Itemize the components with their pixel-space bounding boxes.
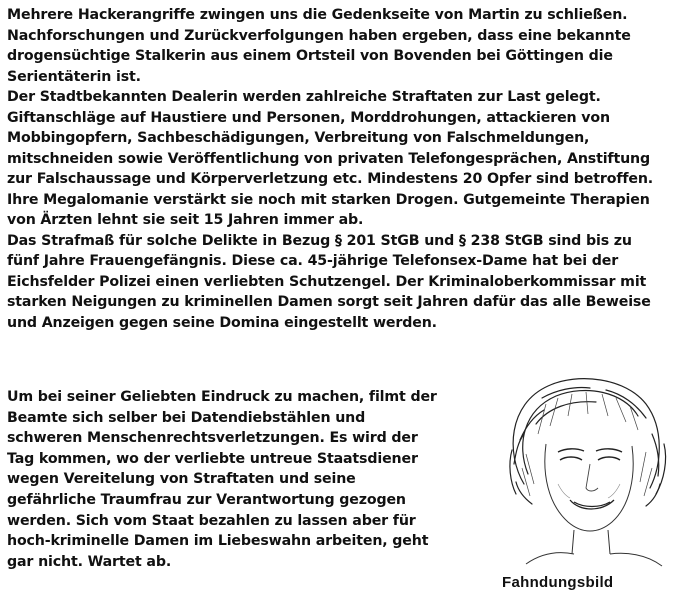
text-line: wegen Vereitelung von Straftaten und seine	[7, 471, 356, 488]
text-line: Der Stadtbekannten Dealerin werden zahlreiche Straftaten zur Last gelegt.	[7, 89, 601, 105]
text-line: fünf Jahre Frauengefängnis. Diese ca. 45-jährige Telefonsex-Dame hat bei der	[7, 253, 619, 269]
portrait-sketch	[486, 364, 686, 576]
article-lower-text	[7, 387, 477, 572]
text-line: Eichsfelder Polizei einen verliebten Schutzengel. Der Kriminaloberkommissar mit	[7, 273, 647, 290]
text-line: drogensüchtige Stalkerin aus einem Ortsteil von Bovenden bei Göttingen die	[7, 48, 613, 64]
portrait-figure	[486, 364, 686, 600]
text-line: gar nicht. Wartet ab.	[7, 553, 172, 570]
text-line: zur Falschaussage und Körperverletzung etc. Mindestens 20 Opfer sind betroffen.	[7, 171, 654, 187]
text-line: Beamte sich selber bei Datendiebstählen und	[7, 409, 366, 426]
text-line: und Anzeigen gegen seine Domina eingestellt werden.	[7, 314, 437, 331]
text-line: hoch-kriminelle Damen im Liebeswahn arbeiten, geht	[7, 533, 429, 550]
text-line: werden. Sich vom Staat bezahlen zu lassen aber für	[7, 512, 416, 529]
text-line: von Ärzten lehnt sie seit 15 Jahren immer ab.	[7, 212, 364, 228]
text-line: Tag kommen, wo der verliebte untreue Staatsdiener	[7, 450, 418, 467]
text-line: gefährliche Traumfrau zur Verantwortung gezogen	[7, 491, 406, 508]
text-line: Serientäterin ist.	[7, 68, 141, 85]
text-line: Mehrere Hackerangriffe zwingen uns die Gedenkseite von Martin zu schließen.	[7, 7, 628, 23]
text-line: Das Strafmaß für solche Delikte in Bezug § 201 StGB und § 238 StGB sind bis zu	[7, 232, 632, 249]
text-line: Giftanschläge auf Haustiere und Personen, Morddrohungen, attackieren von	[7, 109, 610, 126]
text-line: Ihre Megalomanie verstärkt sie noch mit starken Drogen. Gutgemeinte Therapien	[7, 191, 650, 208]
text-line: Mobbingopfern, Sachbeschädigungen, Verbreitung von Falschmeldungen,	[7, 130, 590, 146]
text-line: Um bei seiner Geliebten Eindruck zu machen, filmt der	[7, 389, 437, 405]
text-line: mitschneiden sowie Veröffentlichung von privaten Telefongesprächen, Anstiftung	[7, 150, 650, 167]
portrait-caption: Fahndungsbild	[502, 574, 614, 591]
text-line: schweren Menschenrechtsverletzungen. Es wird der	[7, 430, 418, 447]
article-upper-text	[7, 5, 687, 333]
text-line: Nachforschungen und Zurückverfolgungen haben ergeben, dass eine bekannte	[7, 27, 631, 44]
text-line: starken Neigungen zu kriminellen Damen sorgt seit Jahren dafür das alle Beweise	[7, 294, 651, 310]
